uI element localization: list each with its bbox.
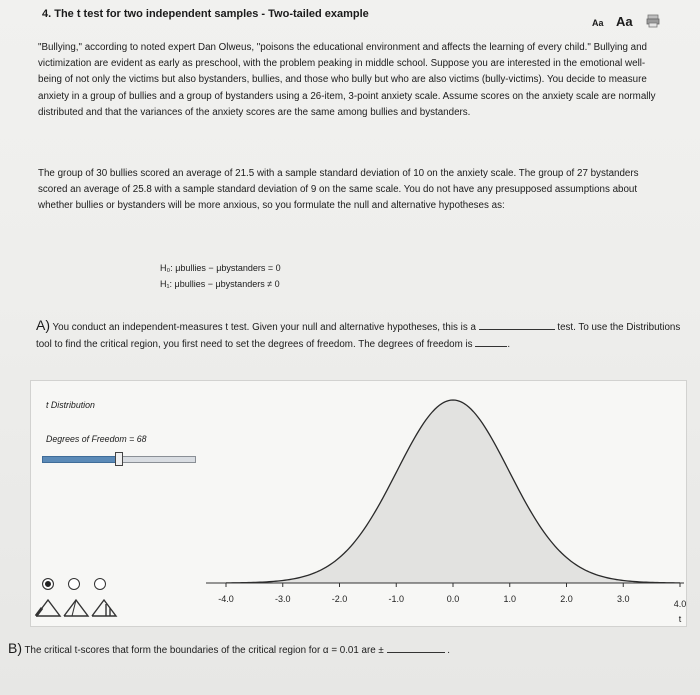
- x-tick-label: 2.0: [560, 594, 573, 604]
- alternative-hypothesis: H₁: μbullies − μbystanders ≠ 0: [160, 279, 280, 289]
- x-tick-label: 4.0: [673, 599, 687, 609]
- null-hypothesis: H₀: μbullies − μbystanders = 0: [160, 263, 281, 273]
- df-label: Degrees of Freedom = 68: [46, 434, 147, 444]
- x-tick-label: 1.0: [503, 594, 517, 604]
- critical-t-dropdown[interactable]: [387, 642, 445, 653]
- x-tick-label: -4.0: [218, 594, 234, 604]
- distribution-name: t Distribution: [46, 400, 95, 410]
- intro-paragraph: "Bullying," according to noted expert Dan Olweus, "poisons the educational environment and affects the learning of every child." Bullying and victimization are evident as early as preschool, with the problem peaking in middle school. Suppose you are interested in the emotional well-being of not only the victims but also bystanders, bullies, and those who bully but who are also victims (bully-victims). You decide to measure anxiety in a group of bullies and a group of bystanders using a 26-item, 3-point anxiety scale. Assume scores on the anxiety scale are normally distributed and that the variances of the anxiety scores are the same among bullies and bystanders.: [38, 42, 656, 118]
- question-b-period: .: [447, 645, 451, 656]
- question-a-text-1: You conduct an independent-measures t test. Given your null and alternative hypotheses, this is a: [52, 322, 476, 333]
- question-a-period: .: [507, 339, 511, 350]
- problem-title: 4. The t test for two independent samples - Two-tailed example: [42, 8, 369, 20]
- question-b-marker: B): [8, 640, 22, 656]
- data-paragraph: The group of 30 bullies scored an average of 21.5 with a sample standard deviation of 10 on the anxiety scale. The group of 27 bystanders scored an average of 25.8 with a sample standard deviation of 9 on the same scale. You do not have any presupposed assumptions about whether bullies or bystanders will be more anxious, so you formulate the null and alternative hypotheses as:: [38, 168, 639, 212]
- density-area: [226, 400, 680, 583]
- question-a-text-2: test. To use the Distributions tool to find the critical region, you first need to set the degrees of freedom. The degrees of freedom is: [36, 322, 681, 350]
- x-tick-label: -1.0: [388, 594, 405, 604]
- question-b: [8, 640, 668, 659]
- x-tick-label: -2.0: [331, 594, 348, 604]
- font-increase-button[interactable]: Aa: [616, 14, 633, 29]
- x-axis-label: t: [678, 614, 682, 624]
- font-decrease-button[interactable]: Aa: [592, 18, 604, 28]
- question-a-marker: A): [36, 317, 50, 333]
- x-tick-label: -3.0: [274, 594, 291, 604]
- x-tick-label: 0.0: [446, 594, 460, 604]
- question-b-text: The critical t-scores that form the boundaries of the critical region for α = 0.01 are ±: [24, 645, 384, 656]
- x-tick-label: 3.0: [616, 594, 630, 604]
